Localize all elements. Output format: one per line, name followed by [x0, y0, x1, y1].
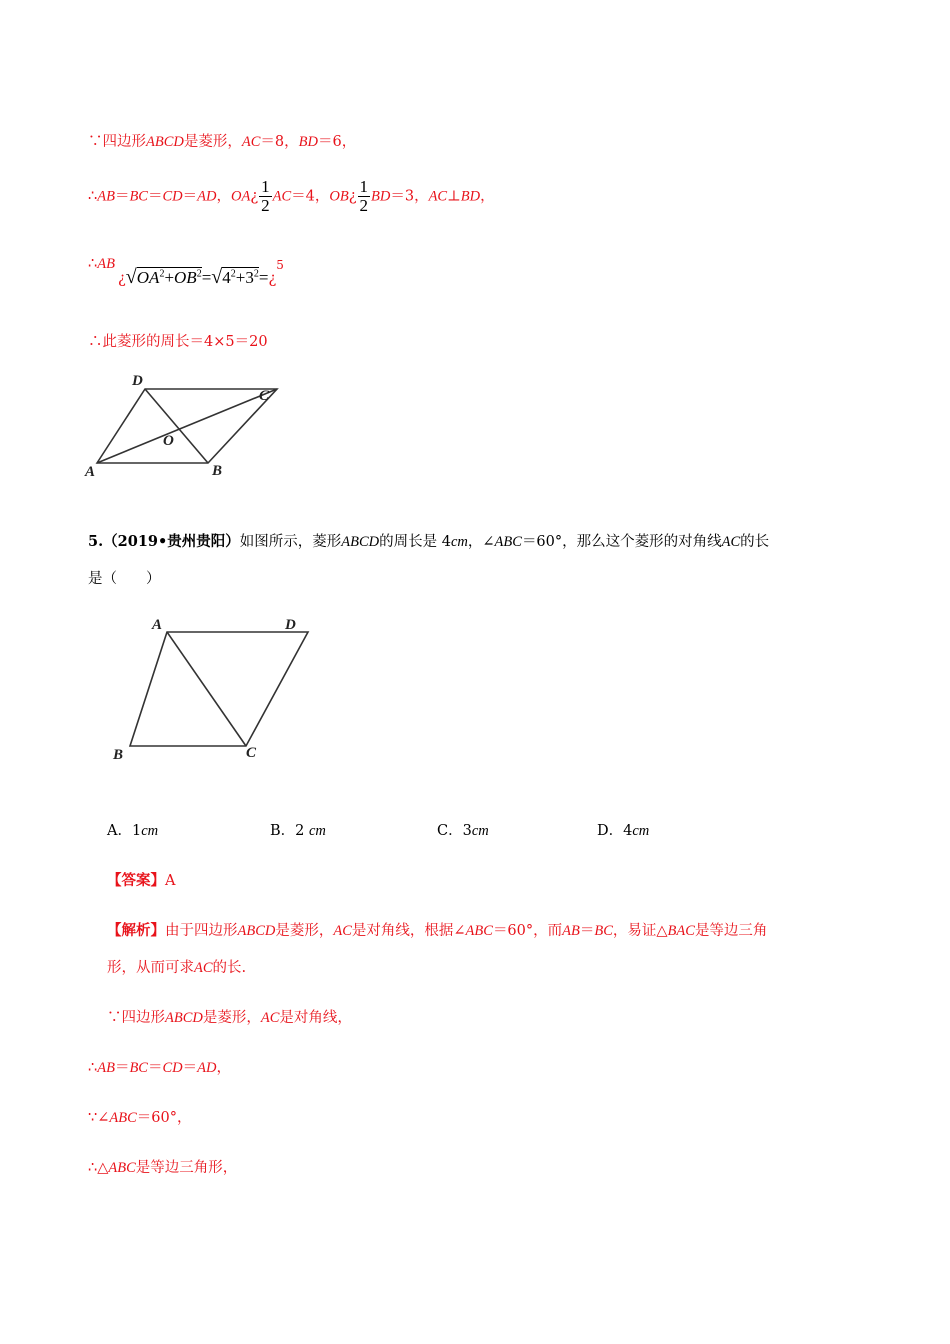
- diagonal-ac: [97, 389, 277, 463]
- analysis-line-1: 【解析】由于四边形ABCD是菱形，AC是对角线，根据∠ABC＝60°，而AB＝BC，易证△BAC是等边三角: [107, 922, 768, 939]
- vertex-label: A: [152, 617, 163, 633]
- vertex-label: D: [132, 373, 143, 389]
- pythagoras-formula: ¿$√OA^2+OB^2=√4^2+3^2=¿^5$: [118, 258, 284, 288]
- fraction-half: $\frac{1}{2}$: [261, 177, 270, 215]
- fraction-half: $\frac{1}{2}$: [359, 177, 368, 215]
- vertex-label: O: [163, 433, 174, 449]
- rhombus-outline: [130, 632, 308, 746]
- question-5-stem: 5.（2019•贵州贵阳）如图所示，菱形ABCD的周长是 4cm，∠ABC＝60°，那么这个菱形的对角线AC的长: [88, 533, 770, 550]
- vertex-label: C: [246, 745, 257, 761]
- diagonal-bd: [145, 389, 208, 463]
- option-d[interactable]: D．4cm: [597, 823, 650, 839]
- answer: 【答案】A: [107, 872, 176, 889]
- diagonal-ac: [167, 632, 246, 746]
- step-2: ∴AB＝BC＝CD＝AD，: [88, 1060, 231, 1076]
- question-5-stem-line-2: 是（ ）: [88, 571, 161, 587]
- step-3: ∵∠ABC＝60°，: [88, 1110, 192, 1126]
- solution-line-2: ∴AB＝BC＝CD＝AD，OA¿ $\frac{1}{2}$ AC＝4，OB¿ $\frac{1}{2}$ BD＝3，AC⊥BD，: [88, 177, 495, 215]
- vertex-label: B: [113, 747, 124, 763]
- vertex-label: D: [285, 617, 296, 633]
- option-a[interactable]: A．1cm: [107, 823, 159, 839]
- option-c[interactable]: C．3cm: [437, 823, 489, 839]
- rhombus-figure-2: [105, 610, 315, 770]
- rhombus-figure-1: [80, 365, 290, 485]
- option-b[interactable]: B．2 cm: [270, 823, 326, 839]
- analysis-line-2: 形，从而可求AC的长.: [107, 960, 247, 976]
- vertex-label: B: [212, 463, 223, 479]
- solution-line-3: ∴AB: [88, 256, 115, 272]
- solution-line-1: ∵四边形ABCD是菱形，AC＝8，BD＝6，: [88, 134, 357, 150]
- step-1: ∵四边形ABCD是菱形，AC是对角线，: [107, 1010, 352, 1026]
- step-4: ∴△ABC是等边三角形，: [88, 1160, 238, 1176]
- vertex-label: A: [85, 464, 96, 480]
- vertex-label: C: [259, 388, 270, 404]
- solution-line-4: ∴此菱形的周长＝4×5＝20: [88, 334, 268, 350]
